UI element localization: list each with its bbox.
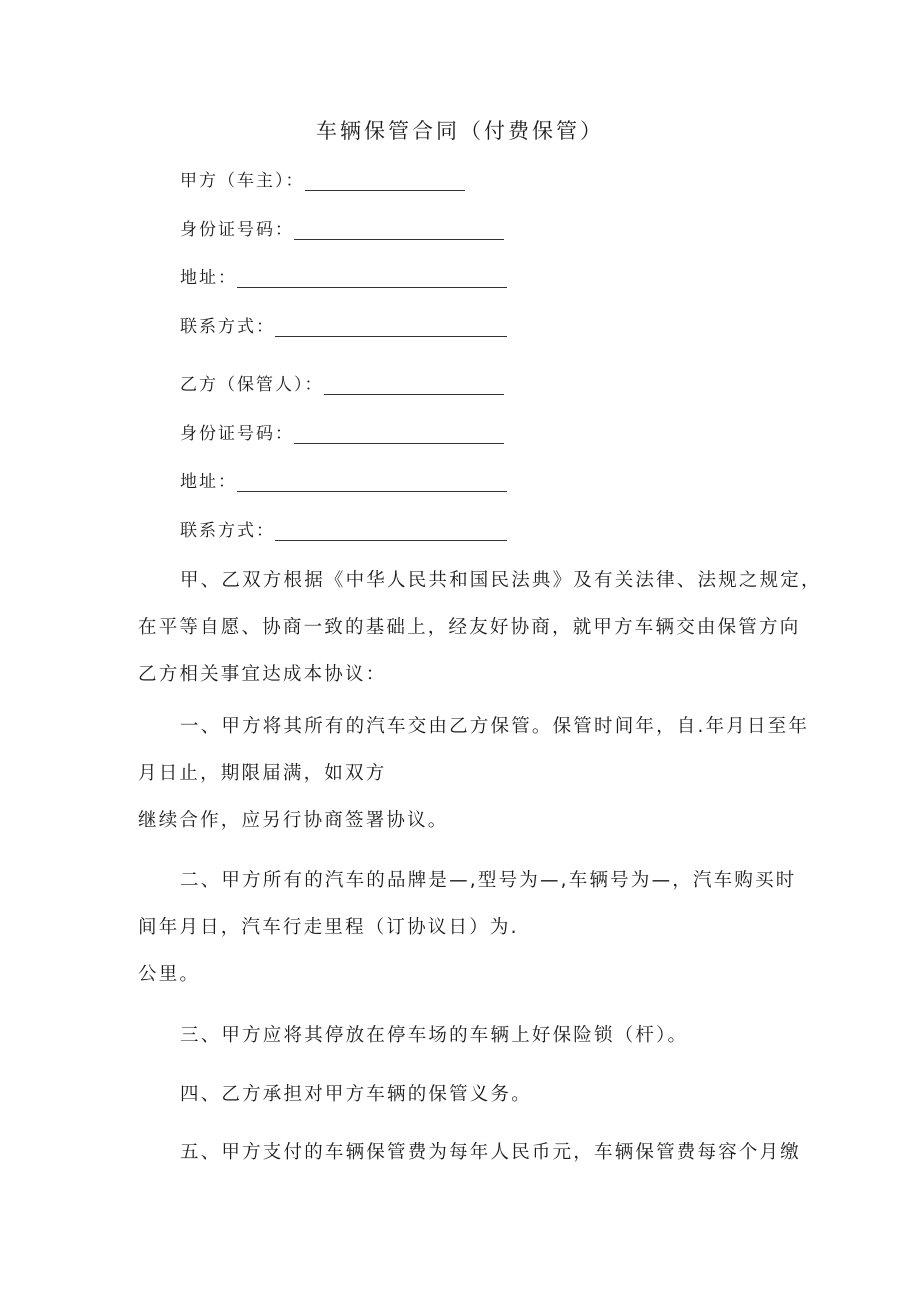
party-a-contact-field [180,311,507,337]
party-b-name-field [180,369,504,395]
party-a-id-blank [294,221,504,240]
party-b-address-blank [237,473,507,492]
clause-2-line-2: 间年月日，汽车行走里程（订协议日）为. [138,917,519,938]
clause-4: 四、乙方承担对甲方车辆的保管义务。 [180,1084,532,1105]
party-b-address-field [180,466,507,492]
party-a-name-blank [305,172,465,191]
party-b-contact-field [180,515,507,541]
party-b-address-label: 地址： [180,472,237,492]
clause-2-line-3: 公里。 [138,964,201,985]
preamble-line-1: 甲、乙双方根据《中华人民共和国民法典》及有关法律、法规之规定， [180,570,822,591]
party-b-name-blank [324,376,504,395]
party-a-address-field [180,262,507,288]
party-b-contact-label: 联系方式： [180,521,275,541]
party-a-contact-label: 联系方式： [180,317,275,337]
party-a-id-label: 身份证号码： [180,220,294,240]
clause-1-line-1: 一、甲方将其所有的汽车交由乙方保管。保管时间年，自.年月日至年 [180,716,810,737]
party-b-name-label: 乙方（保管人）： [180,375,324,395]
party-a-name-label: 甲方（车主）： [180,171,305,191]
party-a-name-field [180,165,465,191]
party-b-id-blank [294,425,504,444]
clause-1-line-3: 继续合作，应另行协商签署协议。 [138,810,449,831]
party-a-address-label: 地址： [180,268,237,288]
party-a-id-field [180,214,504,240]
preamble-line-3: 乙方相关事宜达成本协议： [138,664,387,685]
clause-5: 五、甲方支付的车辆保管费为每年人民币元，车辆保管费每容个月缴 [180,1142,802,1163]
preamble-line-2: 在平等自愿、协商一致的基础上，经友好协商，就甲方车辆交由保管方向 [138,617,801,638]
party-a-contact-blank [275,318,507,337]
clause-2-line-1: 二、甲方所有的汽车的品牌是—,型号为—,车辆号为—，汽车购买时 [180,870,797,891]
clause-3: 三、甲方应将其停放在停车场的车辆上好保险锁（杆）。 [180,1025,689,1046]
party-b-id-label: 身份证号码： [180,424,294,444]
party-b-contact-blank [275,522,507,541]
clause-1-line-2: 月日止，期限届满，如双方 [138,763,387,784]
party-b-id-field [180,418,504,444]
document-title: 车辆保管合同（付费保管） [316,119,604,143]
party-a-address-blank [237,269,507,288]
